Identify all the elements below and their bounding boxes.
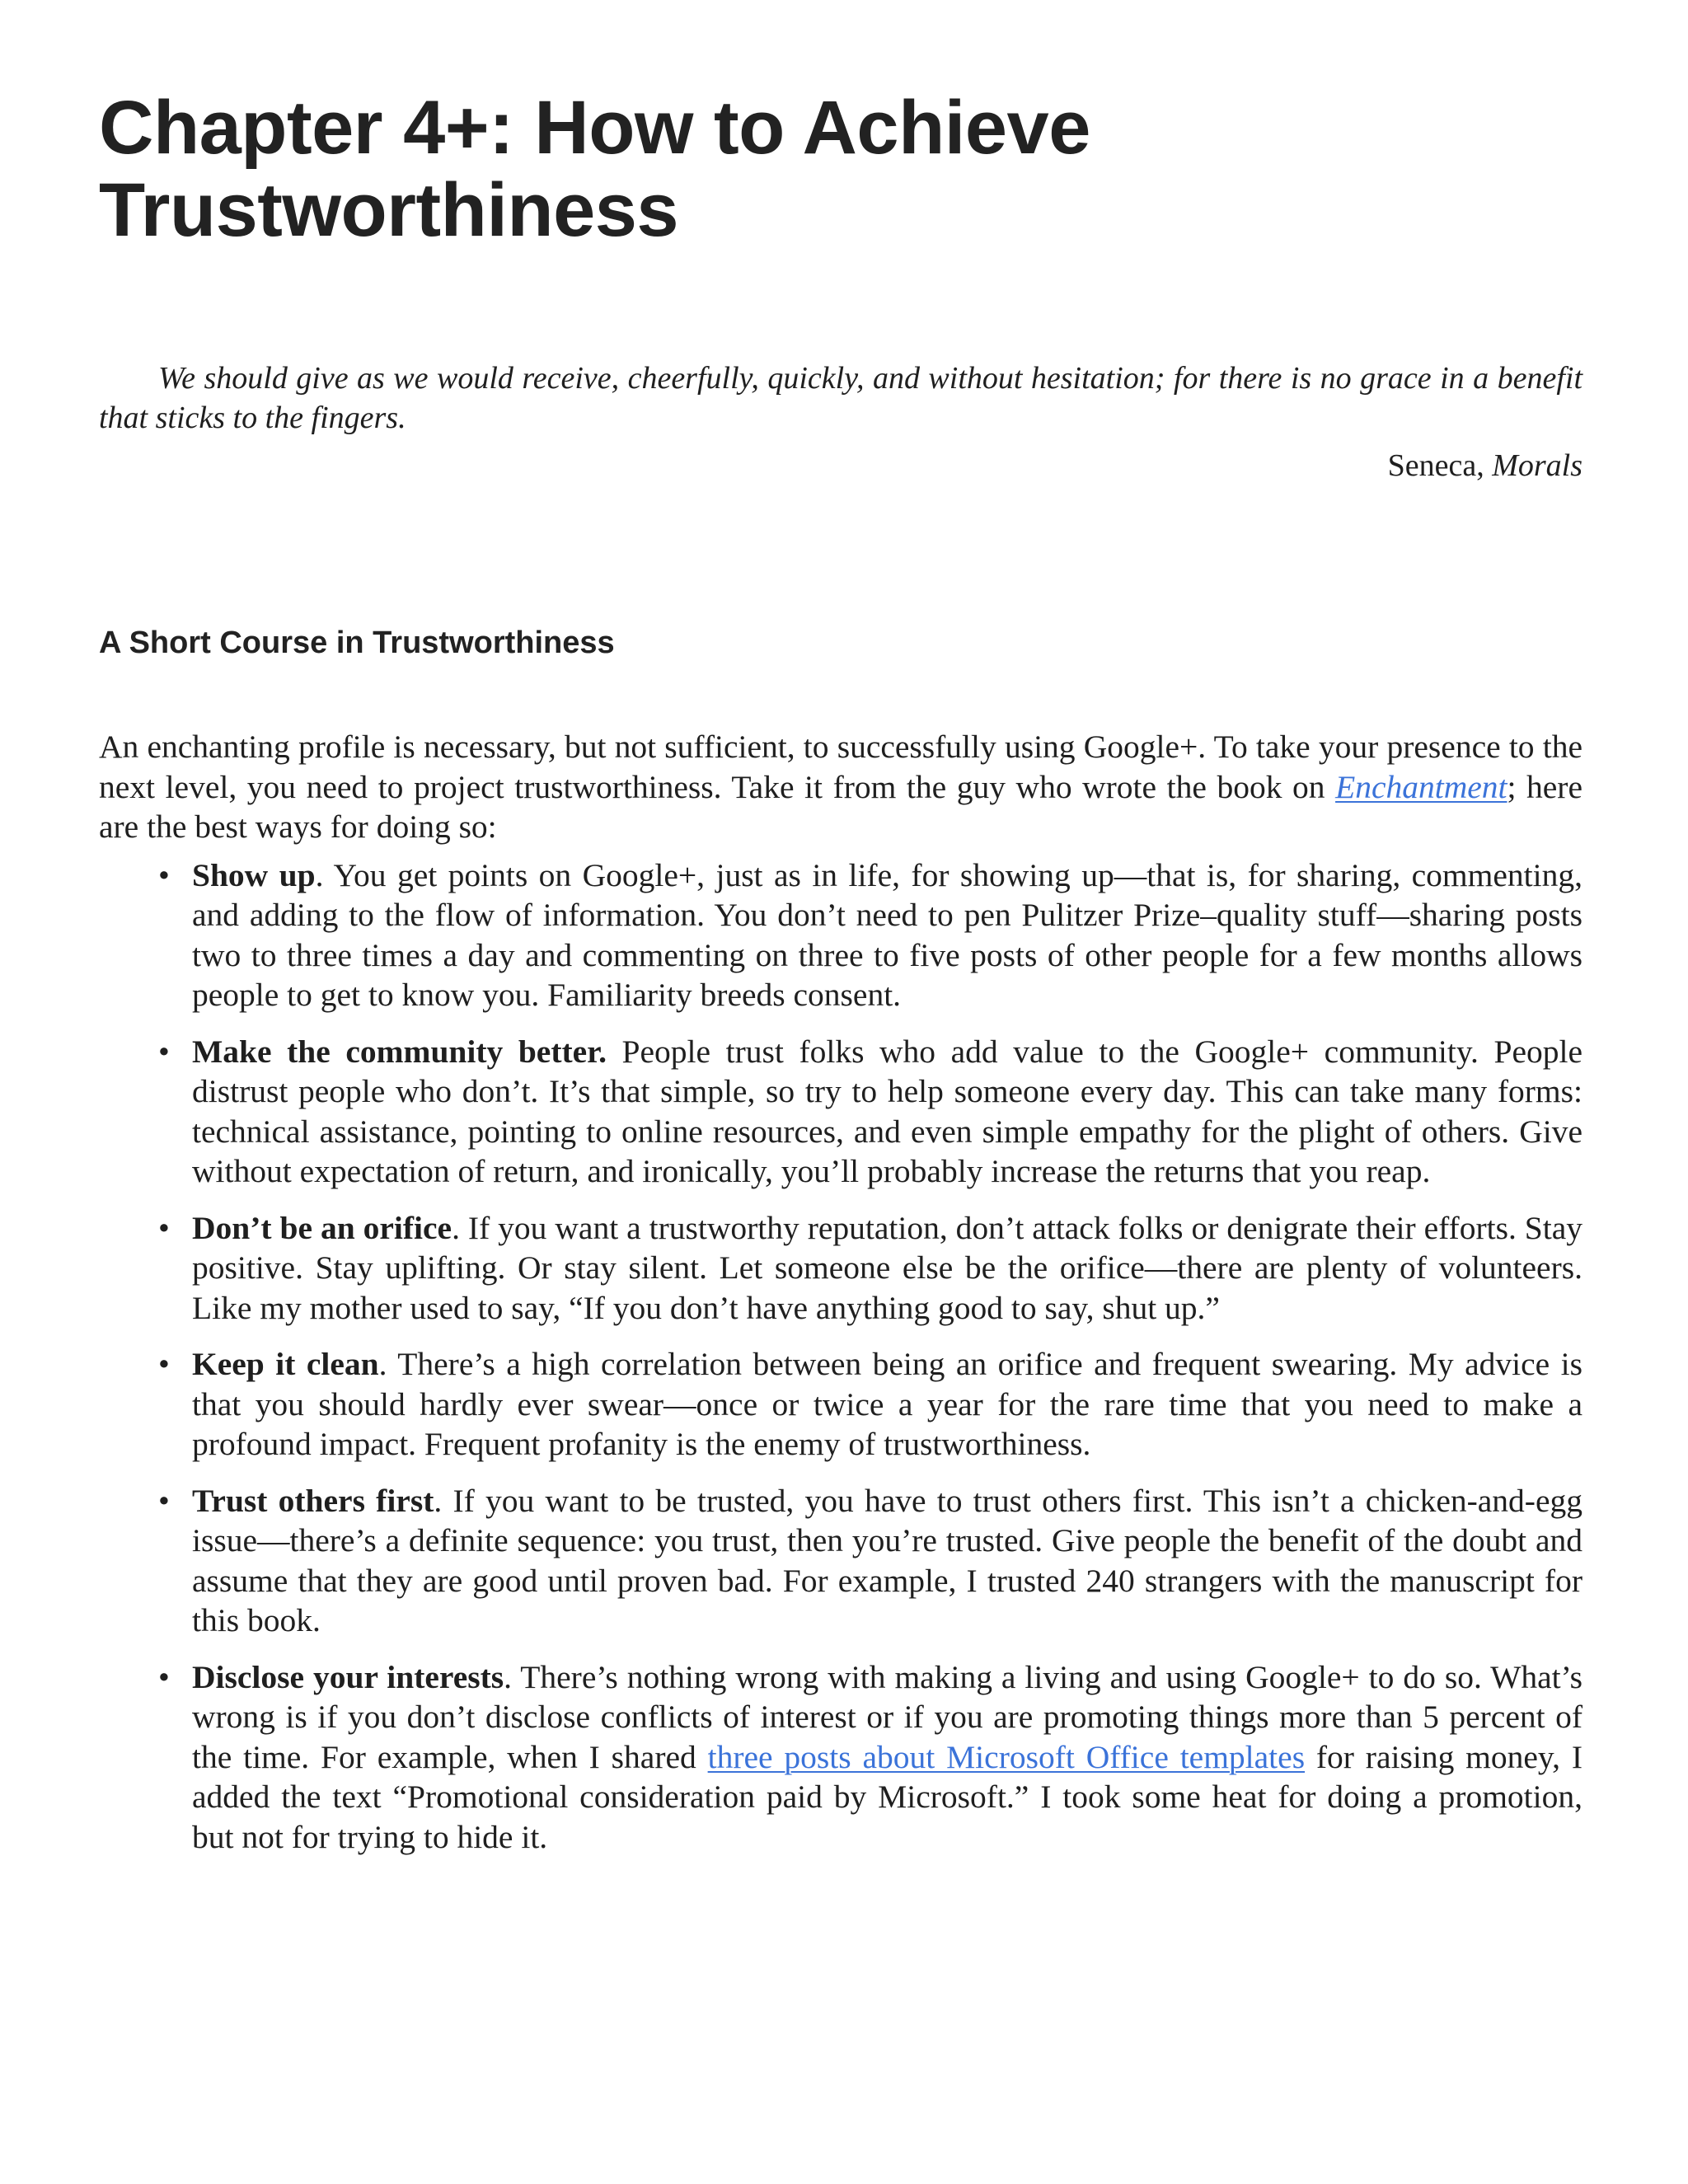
chapter-title-line-2: Trustworthiness xyxy=(99,168,679,252)
enchantment-link[interactable]: Enchantment xyxy=(1335,768,1507,805)
list-item-term: Keep it clean xyxy=(192,1346,379,1382)
microsoft-templates-link[interactable]: three posts about Microsoft Office templates xyxy=(707,1738,1306,1775)
list-item xyxy=(99,1344,1582,1465)
epigraph xyxy=(99,359,1582,485)
list-item-text: . If you want a trustworthy reputation, don’t attack folks or denigrate their efforts. Stay positive. Stay uplifting. Or stay silent. Let someone else be the orifice—there are plenty of volunteers. Like my mother used to say, “If you don’t have anything good to say, shut up.” xyxy=(192,1209,1583,1326)
bullet-icon: • xyxy=(158,1658,170,1695)
list-item xyxy=(99,1481,1582,1641)
epigraph-attribution xyxy=(99,446,1582,485)
list-item-term: Don’t be an orifice xyxy=(192,1209,452,1246)
chapter-title-line-1: Chapter 4+: How to Achieve xyxy=(99,86,1090,170)
list-item-text: People trust folks who add value to the Google+ community. People distrust people who don’t. It’s that simple, so try to help someone every day. This can take many forms: technical assistance, pointing to online resources, and even simple empathy for the plight of others. Give without expectation of return, and ironically, you’ll probably increase the returns that you reap. xyxy=(192,1033,1582,1189)
list-item-text: . If you want to be trusted, you have to trust others first. This isn’t a chicken-and-egg issue—there’s a definite sequence: you trust, then you’re trusted. Give people the benefit of the doubt and assume that they are good until proven bad. For example, I trusted 240 strangers with the manuscript for this book. xyxy=(192,1482,1582,1638)
list-item xyxy=(99,1657,1582,1858)
intro-text-after: ; here are the best ways for doing so: xyxy=(99,768,1582,845)
bullet-icon: • xyxy=(158,1209,170,1246)
epigraph-work: Morals xyxy=(1492,448,1582,483)
list-item xyxy=(99,1208,1582,1329)
section-body xyxy=(99,727,1582,1873)
chapter-title xyxy=(99,87,1550,251)
epigraph-author: Seneca, xyxy=(1387,448,1484,483)
bullet-icon: • xyxy=(158,1482,170,1519)
list-item-term: Trust others first xyxy=(192,1482,434,1519)
intro-paragraph xyxy=(99,727,1582,847)
trust-tips-list xyxy=(99,855,1582,1858)
bullet-icon: • xyxy=(158,856,170,893)
list-item-text: . There’s a high correlation between being an orifice and frequent swearing. My advice is that you should hardly ever swear—once or twice a year for the rare time that you need to make a profound impact. Frequent profanity is the enemy of trustworthiness. xyxy=(192,1346,1582,1462)
list-item xyxy=(99,855,1582,1015)
list-item-text: . You get points on Google+, just as in life, for showing up—that is, for sharing, commenting, and adding to the flow of information. You don’t need to pen Pulitzer Prize–quality stuff—sharing posts two to three times a day and commenting on three to five posts of other people for a few months allows people to get to know you. Familiarity breeds consent. xyxy=(192,856,1582,1013)
list-item-text-after: for raising money, I added the text “Promotional consideration paid by Microsoft.” I took some heat for doing a promotion, but not for trying to hide it. xyxy=(192,1738,1582,1855)
bullet-icon: • xyxy=(158,1033,170,1070)
list-item-text-before: . There’s nothing wrong with making a living and using Google+ to do so. What’s wrong is if you don’t disclose conflicts of interest or if you are promoting things more than 5 percent of the time. For example, when I shared xyxy=(192,1658,1582,1775)
list-item xyxy=(99,1032,1582,1192)
epigraph-quote: We should give as we would receive, cheerfully, quickly, and without hesitation; for there is no grace in a benefit that sticks to the fingers. xyxy=(99,361,1582,435)
bullet-icon: • xyxy=(158,1346,170,1382)
list-item-term: Make the community better. xyxy=(192,1033,607,1070)
list-item-term: Show up xyxy=(192,856,316,893)
section-heading: A Short Course in Trustworthiness xyxy=(99,626,615,660)
list-item-term: Disclose your interests xyxy=(192,1658,504,1695)
intro-text-before: An enchanting profile is necessary, but not sufficient, to successfully using Google+. To take your presence to the next level, you need to project trustworthiness. Take it from the guy who wrote the book on xyxy=(99,729,1582,805)
